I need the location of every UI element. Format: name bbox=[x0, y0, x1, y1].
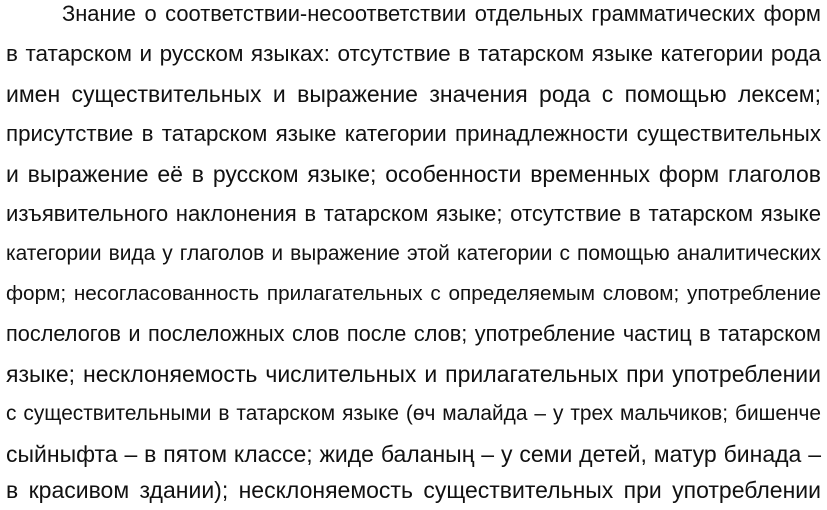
text-line-13: в красивом здании); несклоняемость существительных при употреблении bbox=[6, 477, 821, 503]
text-line-2: в татарском и русском языках: отсутствие в татарском языке категории рода bbox=[6, 41, 821, 66]
text-line-4: присутствие в татарском языке категории принадлежности существительных bbox=[6, 121, 821, 146]
text-line-8: форм; несогласованность прилагательных с определяемым словом; употребление bbox=[6, 282, 821, 305]
text-line-11: с существительными в татарском языке (өч малайда – у трех мальчиков; бишенче bbox=[6, 402, 821, 425]
text-line-3: имен существительных и выражение значения рода с помощью лексем; bbox=[6, 81, 821, 107]
text-line-5: и выражение её в русском языке; особенности временных форм глаголов bbox=[6, 161, 821, 187]
text-line-7: категории вида у глаголов и выражение этой категории с помощью аналитических bbox=[6, 242, 821, 265]
text-line-9: послелогов и послеложных слов после слов; употребление частиц в татарском bbox=[6, 321, 821, 346]
text-line-12: сыйныфта – в пятом классе; жиде баланың – у семи детей, матур бинада – bbox=[6, 441, 821, 467]
text-line-10: языке; несклоняемость числительных и прилагательных при употреблении bbox=[6, 361, 821, 387]
text-line-1: Знание о соответствии-несоответствии отдельных грамматических форм bbox=[62, 1, 821, 26]
text-line-6: изъявительного наклонения в татарском языке; отсутствие в татарском языке bbox=[6, 201, 821, 226]
